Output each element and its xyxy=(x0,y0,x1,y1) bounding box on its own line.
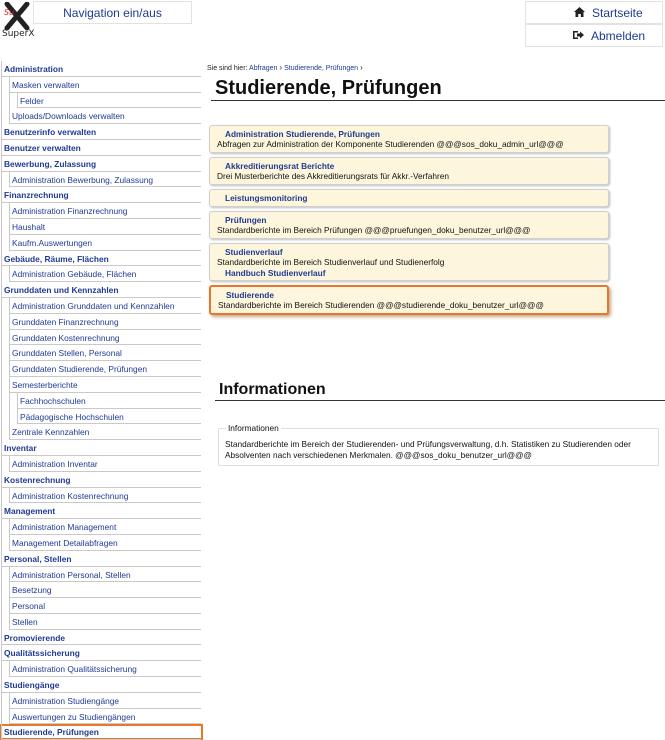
sidebar-item[interactable] xyxy=(0,488,203,504)
information-legend: Informationen xyxy=(228,423,279,433)
tree-guide-line xyxy=(9,108,10,124)
report-title-link[interactable]: Studienverlauf xyxy=(225,247,283,257)
tree-guide-line xyxy=(9,567,10,583)
tree-guide-line xyxy=(9,614,10,630)
sidebar-item[interactable] xyxy=(0,187,203,203)
sidebar-item-label: Management xyxy=(4,506,56,517)
tree-guide-line xyxy=(9,409,10,425)
sidebar-item[interactable] xyxy=(0,709,203,725)
sidebar-item[interactable] xyxy=(0,551,203,567)
tree-guide-line xyxy=(1,724,2,740)
tree-guide-line xyxy=(9,203,10,219)
tree-guide-line xyxy=(1,172,2,188)
tree-guide-line xyxy=(9,456,10,472)
tree-guide-line xyxy=(1,61,2,77)
tree-guide-line xyxy=(9,219,10,235)
tree-guide-line xyxy=(1,345,2,361)
tree-guide-line xyxy=(1,567,2,583)
sidebar-item-label: Administration xyxy=(4,64,64,74)
tree-guide-line xyxy=(9,535,10,551)
report-title-link[interactable]: Studierende xyxy=(226,290,274,300)
report-description: Drei Musterberichte des Akkreditierungsrats für Akkr.-Verfahren xyxy=(217,171,449,181)
sidebar-item[interactable] xyxy=(0,361,203,377)
sidebar-item[interactable] xyxy=(0,298,203,314)
tree-guide-line xyxy=(9,488,10,504)
sidebar-item[interactable] xyxy=(0,614,203,630)
information-heading: Informationen xyxy=(219,381,326,398)
sidebar-item[interactable] xyxy=(0,598,203,614)
tree-guide-line xyxy=(1,551,2,567)
sidebar-item[interactable] xyxy=(0,503,203,519)
tree-guide-line xyxy=(9,377,10,393)
tree-guide-line xyxy=(1,709,2,725)
sidebar-item-label: Studierende, Prüfungen xyxy=(4,727,99,738)
chevron-right-icon: › xyxy=(360,63,363,72)
sidebar-item-label: Administration Inventar xyxy=(12,458,98,469)
logo-text: SuperX xyxy=(2,29,35,39)
sidebar-item-label: Zentrale Kennzahlen xyxy=(12,427,90,438)
tree-guide-line xyxy=(1,661,2,677)
tree-guide-line xyxy=(1,219,2,235)
sidebar-item-label: Grunddaten und Kennzahlen xyxy=(4,285,119,296)
sidebar-item[interactable] xyxy=(0,724,203,740)
sidebar-item-label: Fachhochschulen xyxy=(20,395,86,406)
sidebar-item[interactable] xyxy=(0,282,203,298)
tree-guide-line xyxy=(1,472,2,488)
tree-guide-line xyxy=(17,393,18,409)
report-handbook-link[interactable]: Handbuch Studienverlauf xyxy=(225,268,326,278)
sidebar-item-label: Semesterberichte xyxy=(12,379,78,390)
sidebar-item-label: Administration Personal, Stellen xyxy=(12,569,131,580)
tree-guide-line xyxy=(9,235,10,251)
tree-guide-line xyxy=(1,424,2,440)
sidebar-item[interactable] xyxy=(0,440,203,456)
sidebar-item[interactable] xyxy=(0,645,203,661)
tree-guide-line xyxy=(9,361,10,377)
sidebar-item-label: Administration Grunddaten und Kennzahlen xyxy=(12,300,175,311)
chevron-right-icon: › xyxy=(279,63,283,72)
sidebar-item[interactable] xyxy=(0,108,203,124)
report-description: Standardberichte im Bereich Prüfungen @@@pruefungen_doku_benutzer_url@@@ xyxy=(217,225,531,235)
sidebar-item[interactable] xyxy=(0,424,203,440)
sidebar-item-label: Inventar xyxy=(4,443,37,454)
report-description: Abfragen zur Administration der Komponente Studierenden @@@sos_doku_admin_url@@@ xyxy=(217,139,564,149)
sidebar-item[interactable] xyxy=(0,77,203,93)
sidebar-item[interactable] xyxy=(0,567,203,583)
sidebar-item-label: Administration Gebäude, Flächen xyxy=(12,269,137,280)
sidebar-item-label: Grunddaten Studierende, Prüfungen xyxy=(12,364,148,375)
tree-guide-line xyxy=(1,598,2,614)
breadcrumb-link-abfragen[interactable]: Abfragen xyxy=(249,65,278,72)
tree-guide-line xyxy=(1,645,2,661)
tree-guide-line xyxy=(1,456,2,472)
tree-guide-line xyxy=(17,93,18,109)
sidebar-item[interactable] xyxy=(0,393,203,409)
report-title-link[interactable]: Leistungsmonitoring xyxy=(225,193,308,203)
sidebar-item[interactable] xyxy=(0,140,203,156)
sidebar-item[interactable] xyxy=(0,693,203,709)
tree-guide-line xyxy=(1,108,2,124)
sidebar-item[interactable] xyxy=(0,266,203,282)
sidebar-item[interactable] xyxy=(0,61,203,77)
logout-button-label: Abmelden xyxy=(591,29,646,43)
report-title-link[interactable]: Administration Studierende, Prüfungen xyxy=(225,129,380,139)
sidebar-item-label: Administration Qualitätssicherung xyxy=(12,664,137,675)
tree-guide-line xyxy=(1,235,2,251)
tree-guide-line xyxy=(1,393,2,409)
tree-guide-line xyxy=(9,298,10,314)
logo-x-icon xyxy=(2,2,32,32)
tree-guide-line xyxy=(1,282,2,298)
sidebar-item-label: Gebäude, Räume, Flächen xyxy=(4,253,109,264)
sidebar-item-label: Personal xyxy=(12,601,46,612)
sidebar-item[interactable] xyxy=(0,519,203,535)
tree-guide-line xyxy=(9,424,10,440)
tree-guide-line xyxy=(1,203,2,219)
navigation-toggle-button[interactable]: Navigation ein/aus xyxy=(33,1,192,24)
tree-guide-line xyxy=(1,93,2,109)
sidebar-item[interactable] xyxy=(0,219,203,235)
sidebar-item-label: Felder xyxy=(20,95,44,106)
tree-guide-line xyxy=(1,693,2,709)
report-card[interactable] xyxy=(209,285,609,315)
sidebar-item-label: Administration Kostenrechnung xyxy=(12,490,129,501)
tree-guide-line xyxy=(17,409,18,425)
tree-guide-line xyxy=(9,598,10,614)
home-icon xyxy=(572,3,586,25)
tree-guide-line xyxy=(1,298,2,314)
sidebar-item-label: Uploads/Downloads verwalten xyxy=(12,111,125,122)
sidebar-item[interactable] xyxy=(0,377,203,393)
tree-guide-line xyxy=(9,661,10,677)
tree-guide-line xyxy=(9,519,10,535)
tree-guide-line xyxy=(1,519,2,535)
tree-guide-line xyxy=(1,630,2,646)
sidebar-item[interactable] xyxy=(0,345,203,361)
sidebar-item-label: Administration Bewerbung, Zulassung xyxy=(12,174,154,185)
tree-guide-line xyxy=(1,535,2,551)
tree-guide-line xyxy=(1,614,2,630)
sidebar-item-label: Masken verwalten xyxy=(12,79,80,90)
tree-guide-line xyxy=(1,314,2,330)
tree-guide-line xyxy=(9,314,10,330)
tree-guide-line xyxy=(9,393,10,409)
sidebar-item-label: Haushalt xyxy=(12,221,46,232)
tree-guide-line xyxy=(1,503,2,519)
sidebar-item[interactable] xyxy=(0,409,203,425)
report-description: Standardberichte im Bereich Studierenden @@@studierende_doku_benutzer_url@@@ xyxy=(218,300,544,310)
breadcrumb-prefix: Sie sind hier: xyxy=(207,65,248,72)
tree-guide-line xyxy=(9,266,10,282)
tree-guide-line xyxy=(1,156,2,172)
sidebar-item-label: Studiengänge xyxy=(4,680,60,691)
home-button-label: Startseite xyxy=(592,6,643,20)
sidebar-item[interactable] xyxy=(0,314,203,330)
tree-guide-line xyxy=(9,709,10,725)
breadcrumb-link-current[interactable]: Studierende, Prüfungen xyxy=(284,65,359,72)
sidebar-item-label: Promovierende xyxy=(4,632,65,643)
tree-guide-line xyxy=(9,93,10,109)
sidebar-navigation-tree xyxy=(0,61,203,740)
sidebar-item[interactable] xyxy=(0,661,203,677)
svg-text:Su: Su xyxy=(4,8,15,17)
tree-guide-line xyxy=(1,140,2,156)
title-divider xyxy=(211,100,665,101)
superx-logo xyxy=(2,2,35,40)
report-list xyxy=(209,125,609,319)
breadcrumb xyxy=(207,63,365,72)
sidebar-item[interactable] xyxy=(0,93,203,109)
sidebar-item[interactable] xyxy=(0,235,203,251)
sidebar-item[interactable] xyxy=(0,677,203,693)
page-title: Studierende, Prüfungen xyxy=(215,77,442,99)
sidebar-item-label: Bewerbung, Zulassung xyxy=(4,158,97,169)
tree-guide-line xyxy=(9,330,10,346)
sidebar-item-label: Pädagogische Hochschulen xyxy=(20,411,124,422)
home-button[interactable] xyxy=(525,1,663,24)
sidebar-item-label: Kaufm.Auswertungen xyxy=(12,237,93,248)
sign-out-icon xyxy=(571,26,585,48)
sidebar-item-label: Administration Finanzrechnung xyxy=(12,206,128,217)
sidebar-item[interactable] xyxy=(0,251,203,267)
sidebar-item-label: Stellen xyxy=(12,616,38,627)
report-description: Standardberichte im Bereich Studienverlauf und Studienerfolg xyxy=(217,257,445,267)
sidebar-item[interactable] xyxy=(0,630,203,646)
tree-guide-line xyxy=(9,77,10,93)
tree-guide-line xyxy=(9,693,10,709)
tree-guide-line xyxy=(9,172,10,188)
tree-guide-line xyxy=(1,377,2,393)
sidebar-item[interactable] xyxy=(0,535,203,551)
sidebar-item[interactable] xyxy=(0,582,203,598)
sidebar-item-label: Qualitätssicherung xyxy=(4,648,80,659)
sidebar-item-label: Besetzung xyxy=(12,585,52,596)
tree-guide-line xyxy=(1,677,2,693)
tree-guide-line xyxy=(1,266,2,282)
report-card[interactable] xyxy=(209,157,609,185)
sidebar-item[interactable] xyxy=(0,330,203,346)
tree-guide-line xyxy=(1,409,2,425)
tree-guide-line xyxy=(1,582,2,598)
report-card[interactable] xyxy=(209,125,609,153)
tree-guide-line xyxy=(1,251,2,267)
tree-guide-line xyxy=(1,361,2,377)
tree-guide-line xyxy=(1,330,2,346)
sidebar-item[interactable] xyxy=(0,156,203,172)
information-divider xyxy=(215,400,665,401)
sidebar-item-label: Benutzer verwalten xyxy=(4,142,81,153)
sidebar-item[interactable] xyxy=(0,124,203,140)
report-title-link[interactable]: Akkreditierungsrat Berichte xyxy=(225,161,335,171)
tree-guide-line xyxy=(1,488,2,504)
sidebar-item[interactable] xyxy=(0,472,203,488)
tree-guide-line xyxy=(1,124,2,140)
sidebar-item-label: Personal, Stellen xyxy=(4,553,72,564)
sidebar-item-label: Grunddaten Finanzrechnung xyxy=(12,316,119,327)
report-card[interactable] xyxy=(209,243,609,281)
sidebar-item-label: Auswertungen zu Studiengängen xyxy=(12,711,136,722)
information-text: Standardberichte im Bereich der Studierenden- und Prüfungsverwaltung, d.h. Statistiken zu Studierenden oder Absolventen nach verschiedenen Merkmalen. @@@sos_doku_benutzer_url@@@ xyxy=(225,439,631,460)
sidebar-item-label: Grunddaten Kostenrechnung xyxy=(12,332,120,343)
logout-button[interactable] xyxy=(525,24,663,47)
sidebar-item[interactable] xyxy=(0,172,203,188)
tree-guide-line xyxy=(9,345,10,361)
sidebar-item-label: Administration Studiengänge xyxy=(12,695,120,706)
sidebar-item-label: Kostenrechnung xyxy=(4,474,71,485)
sidebar-item-label: Management Detailabfragen xyxy=(12,537,118,548)
sidebar-item-label: Finanzrechnung xyxy=(4,190,69,201)
report-card[interactable] xyxy=(209,211,609,239)
sidebar-item-label: Grunddaten Stellen, Personal xyxy=(12,348,122,359)
tree-guide-line xyxy=(1,440,2,456)
sidebar-item[interactable] xyxy=(0,456,203,472)
tree-guide-line xyxy=(1,187,2,203)
report-card[interactable] xyxy=(209,189,609,207)
tree-guide-line xyxy=(9,582,10,598)
report-title-link[interactable]: Prüfungen xyxy=(225,215,267,225)
tree-guide-line xyxy=(1,77,2,93)
sidebar-item-label: Administration Management xyxy=(12,522,117,533)
sidebar-item-label: Benutzerinfo verwalten xyxy=(4,127,97,138)
sidebar-item[interactable] xyxy=(0,203,203,219)
